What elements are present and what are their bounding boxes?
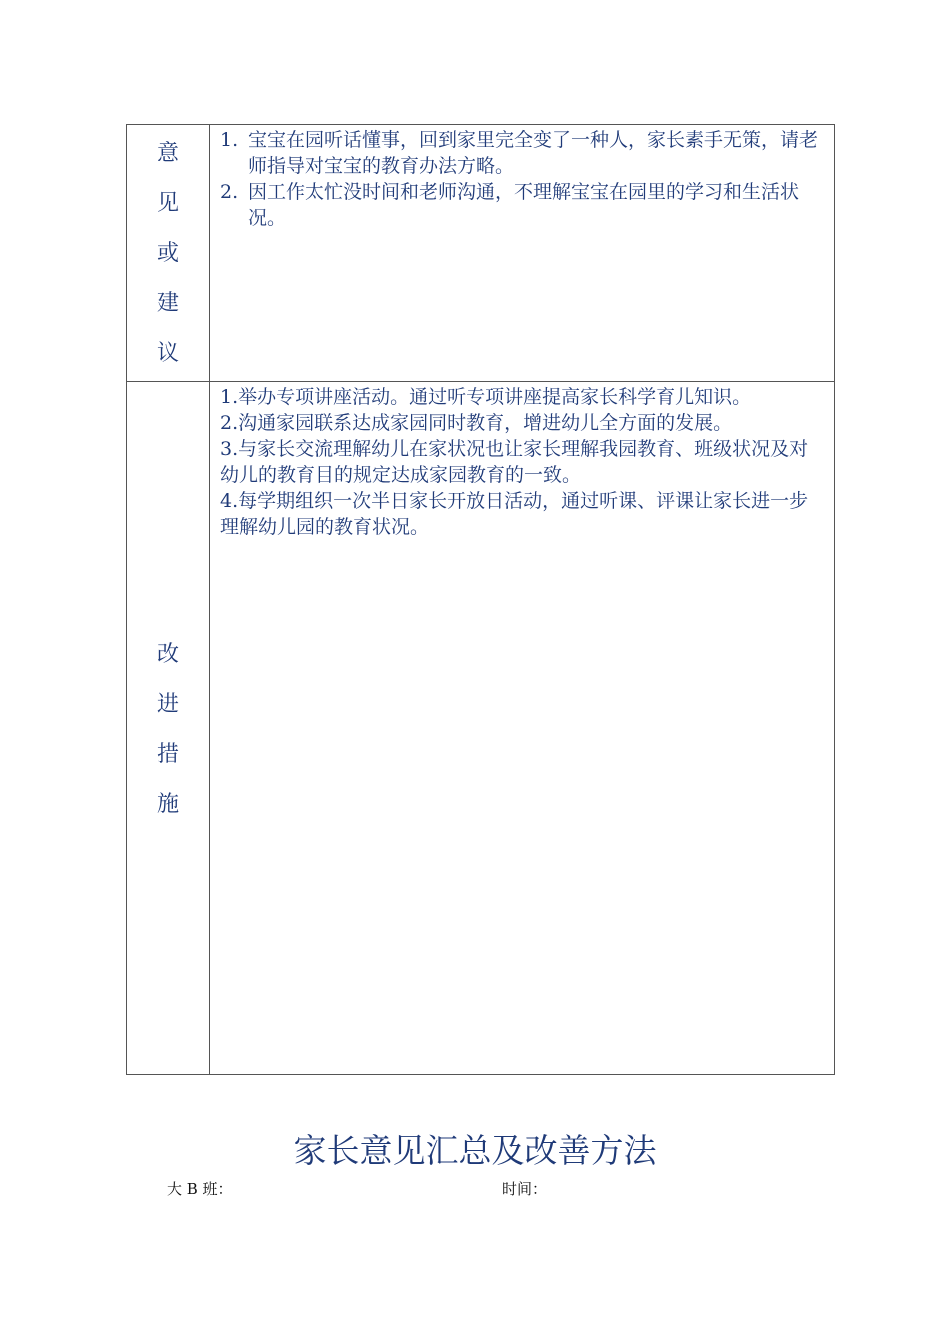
label-char: 改 xyxy=(156,642,179,667)
item-text: 宝宝在园听话懂事，回到家里完全变了一种人，家长素手无策，请老师指导对宝宝的教育办法方略。 xyxy=(248,129,819,177)
opinions-label xyxy=(127,129,209,379)
measures-content xyxy=(210,382,834,1074)
label-char: 措 xyxy=(156,742,179,767)
item-number: 2. xyxy=(220,181,239,203)
list-item xyxy=(220,179,826,231)
measures-label-cell xyxy=(127,382,210,1074)
page-title: 家长意见汇总及改善方法 xyxy=(293,1131,657,1170)
measures-label xyxy=(127,630,209,830)
measures-row xyxy=(127,382,834,1074)
list-item: 4.每学期组织一次半日家长开放日活动，通过听课、评课让家长进一步理解幼儿园的教育状况。 xyxy=(220,490,809,538)
feedback-table xyxy=(126,124,835,1075)
item-text: 因工作太忙没时间和老师沟通，不理解宝宝在园里的学习和生活状况。 xyxy=(248,181,800,229)
label-char: 施 xyxy=(156,792,179,817)
list-item: 3.与家长交流理解幼儿在家状况也让家长理解我园教育、班级状况及对幼儿的教育目的规定达成家园教育的一致。 xyxy=(220,438,809,486)
list-item: 2.沟通家园联系达成家园同时教育，增进幼儿全方面的发展。 xyxy=(220,412,733,434)
label-char: 议 xyxy=(156,341,179,366)
list-item xyxy=(220,127,826,179)
list-item: 1.举办专项讲座活动。通过听专项讲座提高家长科学育儿知识。 xyxy=(220,386,752,408)
time-label: 时间： xyxy=(502,1180,548,1198)
opinions-label-cell xyxy=(127,125,210,381)
label-char: 建 xyxy=(156,291,179,316)
label-char: 意 xyxy=(156,141,179,166)
label-char: 见 xyxy=(156,191,179,216)
opinions-content xyxy=(210,125,834,381)
label-char: 进 xyxy=(156,692,179,717)
label-char: 或 xyxy=(156,241,179,266)
item-number: 1. xyxy=(220,129,239,151)
class-label: 大 B 班： xyxy=(167,1180,233,1198)
opinions-row xyxy=(127,125,834,382)
